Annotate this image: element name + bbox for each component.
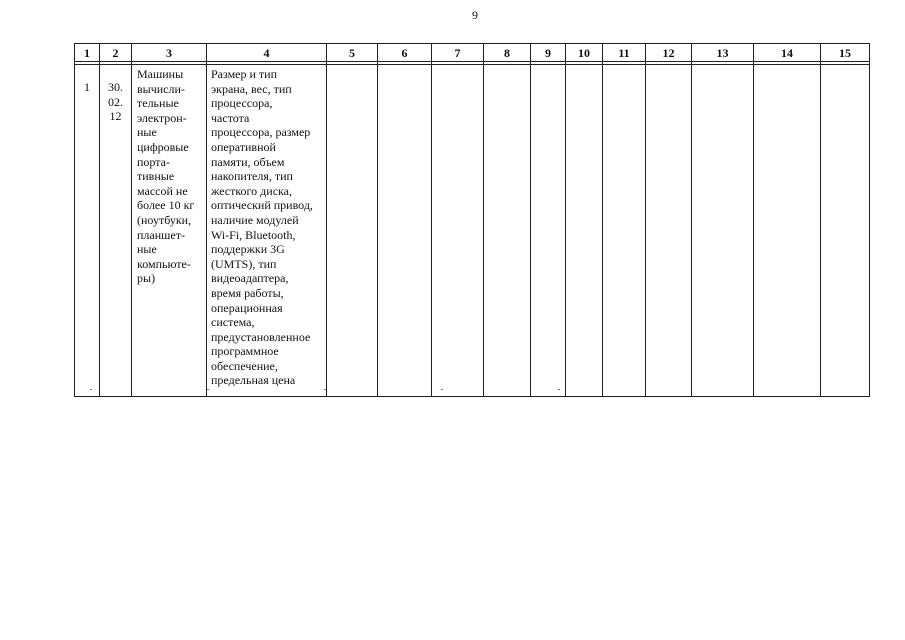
okpd-code-cell bbox=[100, 65, 132, 397]
characteristic-line: Wi-Fi, Bluetooth, bbox=[211, 227, 296, 242]
column-header-8: 8 bbox=[484, 44, 531, 62]
name-line: ры) bbox=[137, 271, 156, 286]
characteristic-line: оперативной bbox=[211, 139, 276, 154]
column-header-6: 6 bbox=[378, 44, 432, 62]
characteristic-line: система, bbox=[211, 315, 255, 330]
characteristic-line: поддержки 3G bbox=[211, 242, 285, 257]
column-header-13: 13 bbox=[692, 44, 754, 62]
name-line: ные bbox=[137, 242, 157, 257]
column-header-3: 3 bbox=[132, 44, 207, 62]
code-line: 02. bbox=[108, 94, 123, 109]
characteristic-line: наличие модулей bbox=[211, 212, 299, 227]
row-number-cell: 1 bbox=[75, 65, 100, 397]
column-header-14: 14 bbox=[754, 44, 821, 62]
scan-mark bbox=[90, 389, 92, 390]
product-name-cell bbox=[132, 65, 207, 397]
empty-cell-14 bbox=[754, 65, 821, 397]
empty-cell-15 bbox=[821, 65, 870, 397]
empty-cell-5 bbox=[327, 65, 378, 397]
empty-cell-11 bbox=[603, 65, 646, 397]
scan-artifact-marks bbox=[90, 389, 560, 393]
characteristic-line: Размер и тип bbox=[211, 67, 277, 81]
empty-cell-6 bbox=[378, 65, 432, 397]
empty-cell-9 bbox=[531, 65, 566, 397]
name-line: цифровые bbox=[137, 139, 189, 154]
characteristic-line: предельная цена bbox=[211, 373, 296, 388]
column-header-11: 11 bbox=[603, 44, 646, 62]
column-header-15: 15 bbox=[821, 44, 870, 62]
scan-mark bbox=[207, 389, 209, 390]
name-line: более 10 кг bbox=[137, 198, 195, 213]
header-row bbox=[75, 44, 870, 62]
column-header-12: 12 bbox=[646, 44, 692, 62]
characteristic-line: процессора, размер bbox=[211, 125, 311, 140]
characteristic-line: предустановленное bbox=[211, 329, 311, 344]
empty-cell-12 bbox=[646, 65, 692, 397]
empty-cell-7 bbox=[432, 65, 484, 397]
code-line: 12 bbox=[109, 109, 122, 124]
column-header-4: 4 bbox=[207, 44, 327, 62]
table-row bbox=[75, 65, 870, 397]
empty-cell-8 bbox=[484, 65, 531, 397]
specification-table bbox=[74, 43, 870, 397]
name-line: Машины bbox=[137, 67, 184, 81]
characteristic-line: обеспечение, bbox=[211, 358, 278, 373]
name-line: электрон- bbox=[137, 110, 187, 125]
name-line: ные bbox=[137, 125, 157, 140]
characteristic-line: процессора, bbox=[211, 96, 273, 111]
empty-cell-10 bbox=[566, 65, 603, 397]
characteristic-line: накопителя, тип bbox=[211, 169, 293, 184]
scan-mark bbox=[324, 389, 326, 390]
name-line: порта- bbox=[137, 154, 170, 169]
page-number: 9 bbox=[472, 8, 478, 22]
characteristic-line: оптический привод, bbox=[211, 198, 313, 213]
name-line: (ноутбуки, bbox=[137, 212, 192, 227]
name-line: вычисли- bbox=[137, 81, 185, 96]
characteristics-cell bbox=[207, 65, 327, 397]
characteristic-line: операционная bbox=[211, 300, 283, 315]
column-header-10: 10 bbox=[566, 44, 603, 62]
name-line: компьюте- bbox=[137, 256, 191, 271]
characteristic-line: программное bbox=[211, 344, 279, 359]
column-header-7: 7 bbox=[432, 44, 484, 62]
column-header-5: 5 bbox=[327, 44, 378, 62]
characteristic-line: частота bbox=[211, 110, 250, 125]
scan-mark bbox=[558, 389, 560, 390]
name-line: тельные bbox=[137, 96, 179, 111]
characteristic-line: памяти, объем bbox=[211, 154, 285, 169]
name-line: массой не bbox=[137, 183, 188, 198]
code-line: 30. bbox=[108, 80, 123, 94]
characteristic-line: экрана, вес, тип bbox=[211, 81, 292, 96]
name-line: тивные bbox=[137, 169, 175, 184]
characteristic-line: время работы, bbox=[211, 285, 284, 300]
column-header-9: 9 bbox=[531, 44, 566, 62]
characteristic-line: жесткого диска, bbox=[211, 183, 292, 198]
column-header-1: 1 bbox=[75, 44, 100, 62]
scan-mark bbox=[441, 389, 443, 390]
name-line: планшет- bbox=[137, 227, 185, 242]
characteristic-line: видеоадаптера, bbox=[211, 271, 289, 286]
empty-cell-13 bbox=[692, 65, 754, 397]
column-header-2: 2 bbox=[100, 44, 132, 62]
characteristic-line: (UMTS), тип bbox=[211, 256, 277, 271]
